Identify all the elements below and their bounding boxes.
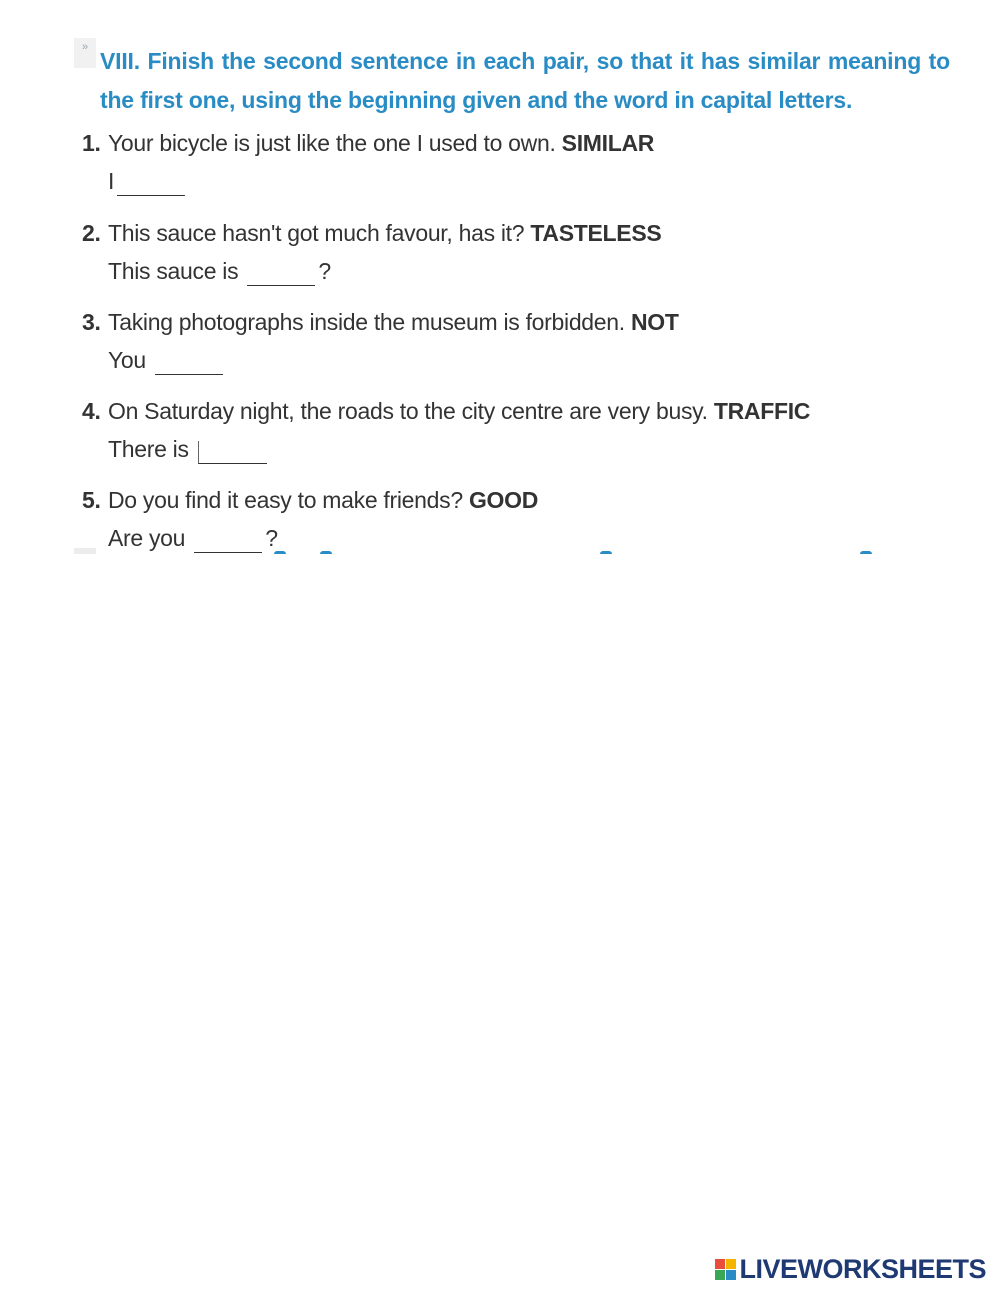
collapse-toggle-icon[interactable]: » xyxy=(74,38,96,68)
item-prompt xyxy=(82,124,654,162)
item-keyword: TRAFFIC xyxy=(713,398,811,424)
item-keyword: TASTELESS xyxy=(530,220,662,246)
exercise-item-2 xyxy=(82,214,661,290)
answer-line xyxy=(82,252,661,290)
cropped-area xyxy=(0,553,1000,1294)
item-keyword: SIMILAR xyxy=(561,130,655,156)
cropped-toggle-edge xyxy=(74,548,96,554)
answer-beginning: Are you xyxy=(108,525,186,551)
item-sentence: On Saturday night, the roads to the city centre are very busy. xyxy=(108,398,708,424)
item-sentence: Your bicycle is just like the one I used to own. xyxy=(108,130,556,156)
cropped-text-fragment xyxy=(860,551,872,554)
exercise-item-1 xyxy=(82,124,654,200)
answer-line xyxy=(82,519,538,557)
answer-line xyxy=(82,430,810,468)
logo-text: LIVEWORKSHEETS xyxy=(739,1253,986,1284)
logo-mark-cell xyxy=(715,1270,725,1280)
item-prompt xyxy=(82,392,810,430)
answer-beginning: I xyxy=(108,168,115,194)
item-sentence: Do you find it easy to make friends? xyxy=(108,487,463,513)
logo-mark-cell xyxy=(726,1259,736,1269)
liveworksheets-logo xyxy=(715,1253,986,1285)
answer-input-5[interactable] xyxy=(194,530,262,553)
item-sentence: Taking photographs inside the museum is forbidden. xyxy=(108,309,625,335)
cropped-text-fragment xyxy=(600,551,612,554)
logo-mark-cell xyxy=(726,1270,736,1280)
answer-input-2[interactable] xyxy=(247,263,315,286)
item-prompt xyxy=(82,303,679,341)
item-prompt xyxy=(82,481,538,519)
item-number: 4. xyxy=(82,398,101,424)
item-number: 3. xyxy=(82,309,101,335)
answer-beginning: There is xyxy=(108,436,189,462)
exercise-item-3 xyxy=(82,303,679,379)
answer-ending: ? xyxy=(318,258,331,284)
answer-ending: ? xyxy=(265,525,278,551)
item-sentence: This sauce hasn't got much favour, has it? xyxy=(108,220,525,246)
answer-beginning: This sauce is xyxy=(108,258,239,284)
answer-input-3[interactable] xyxy=(155,352,223,375)
item-number: 1. xyxy=(82,130,101,156)
answer-beginning: You xyxy=(108,347,146,373)
answer-line xyxy=(82,341,679,379)
instruction-heading: VIII. Finish the second sentence in each pair, so that it has similar meaning to the first one, using the beginning given and the word in capital letters. xyxy=(100,48,950,113)
answer-input-1[interactable] xyxy=(117,173,185,196)
answer-input-4[interactable] xyxy=(198,441,267,464)
answer-line xyxy=(82,162,654,200)
item-keyword: NOT xyxy=(630,309,679,335)
logo-mark-icon xyxy=(715,1259,736,1280)
cropped-text-fragment xyxy=(320,551,332,554)
logo-mark-cell xyxy=(715,1259,725,1269)
exercise-item-5 xyxy=(82,481,538,557)
item-number: 2. xyxy=(82,220,101,246)
exercise-item-4 xyxy=(82,392,810,468)
cropped-text-fragment xyxy=(274,551,286,554)
item-keyword: GOOD xyxy=(468,487,539,513)
item-number: 5. xyxy=(82,487,101,513)
item-prompt xyxy=(82,214,661,252)
